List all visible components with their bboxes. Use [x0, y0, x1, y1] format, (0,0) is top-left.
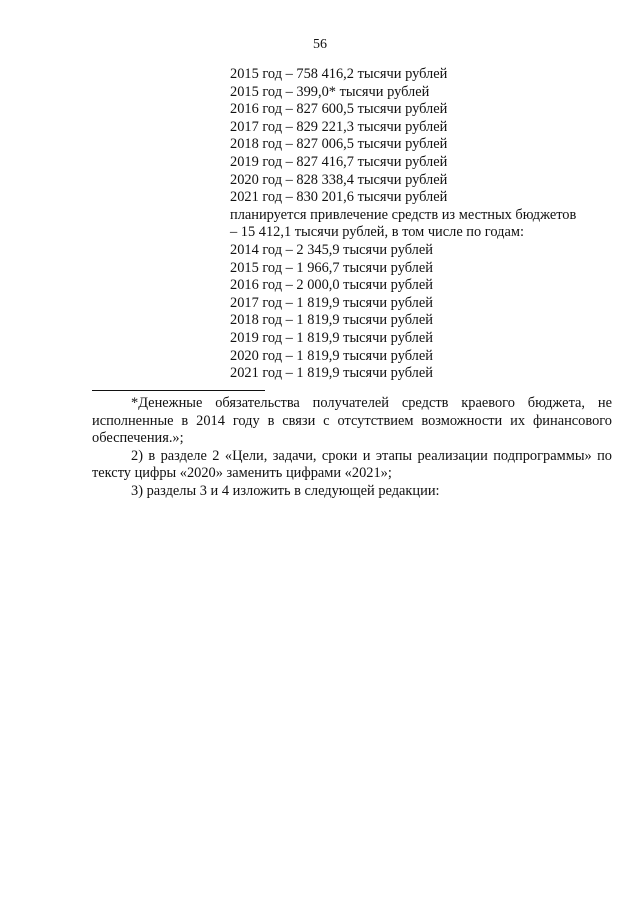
local-budget-intro: планируется привлечение средств из местных бюджетов [230, 206, 577, 223]
budget-line-local: 2020 год – 1 819,9 тысячи рублей [230, 347, 433, 364]
footnote-text: *Денежные обязательства получателей средств краевого бюджета, не исполненные в 2014 году в связи с отсутствием возможности их финансового обеспечения.»; [92, 395, 612, 447]
budget-line-local: 2019 год – 1 819,9 тысячи рублей [230, 329, 433, 346]
budget-line-regional: 2015 год – 399,0* тысячи рублей [230, 83, 430, 100]
budget-line-regional: 2018 год – 827 006,5 тысячи рублей [230, 136, 448, 153]
budget-line-local: 2018 год – 1 819,9 тысячи рублей [230, 312, 433, 329]
budget-line-regional: 2017 год – 829 221,3 тысячи рублей [230, 118, 448, 135]
budget-line-local: 2017 год – 1 819,9 тысячи рублей [230, 294, 433, 311]
budget-line-local: 2016 год – 2 000,0 тысячи рублей [230, 277, 433, 294]
budget-list [230, 66, 620, 383]
budget-line-regional: 2015 год – 758 416,2 тысячи рублей [230, 66, 448, 82]
footnote-divider [92, 390, 265, 391]
budget-line-regional: 2020 год – 828 338,4 тысячи рублей [230, 171, 448, 188]
page-number: 56 [313, 37, 327, 52]
budget-line-local: 2021 год – 1 819,9 тысячи рублей [230, 365, 433, 382]
budget-line-local: 2014 год – 2 345,9 тысячи рублей [230, 241, 433, 258]
budget-line-local: 2015 год – 1 966,7 тысячи рублей [230, 259, 433, 276]
amendment-item-3: 3) разделы 3 и 4 изложить в следующей редакции: [131, 482, 440, 499]
body-text [92, 395, 612, 501]
budget-line-regional: 2019 год – 827 416,7 тысячи рублей [230, 153, 448, 170]
budget-line-regional: 2021 год – 830 201,6 тысячи рублей [230, 189, 448, 206]
local-budget-total: – 15 412,1 тысячи рублей, в том числе по годам: [230, 224, 524, 241]
budget-line-regional: 2016 год – 827 600,5 тысячи рублей [230, 101, 448, 118]
amendment-item-2: 2) в разделе 2 «Цели, задачи, сроки и этапы реализации подпрограммы» по тексту цифры «2020» заменить цифрами «2021»; [92, 447, 612, 482]
